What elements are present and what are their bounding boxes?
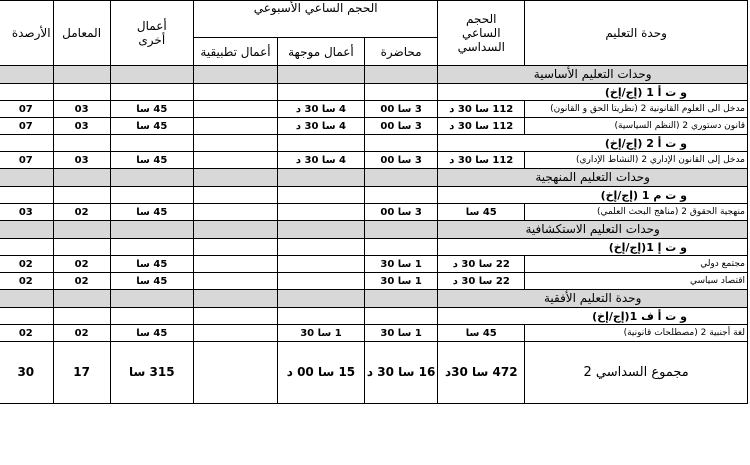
sub-unit-code: و ت م 1 (إج/إخ) (438, 187, 748, 204)
header-weekly-hours: الحجم الساعي الأسبوعي (194, 1, 438, 38)
sub-unit-row (0, 187, 748, 204)
empty-cell (277, 187, 364, 204)
course-name: مجتمع دولي (525, 256, 748, 273)
credits: 02 (0, 256, 53, 273)
other-hours: 45 سا (110, 101, 193, 118)
total-coefficient: 17 (53, 342, 110, 404)
section-title: وحدات التعليم الاستكشافية (438, 221, 748, 239)
header-other (110, 1, 193, 66)
sub-unit-code: و ت أ 2 (إج/إخ) (438, 135, 748, 152)
course-row (0, 152, 748, 169)
empty-cell (364, 308, 437, 325)
coefficient: 03 (53, 101, 110, 118)
empty-cell (0, 187, 53, 204)
empty-cell (194, 239, 278, 256)
empty-cell (277, 135, 364, 152)
empty-cell (277, 66, 364, 84)
directed-hours: 4 سا 30 د (277, 118, 364, 135)
header-semester-hours-label: الحجم الساعي السداسي (457, 12, 505, 54)
practical-hours (194, 325, 278, 342)
header-other-label: أعمال أخرى (136, 19, 167, 47)
empty-cell (0, 169, 53, 187)
credits: 02 (0, 325, 53, 342)
coefficient: 03 (53, 118, 110, 135)
practical-hours (194, 273, 278, 290)
sub-unit-code: و ت إ 1(إج/إخ) (438, 239, 748, 256)
empty-cell (194, 66, 278, 84)
sub-unit-row (0, 84, 748, 101)
empty-cell (364, 239, 437, 256)
section-title: وحدات التعليم المنهجية (438, 169, 748, 187)
sub-unit-row (0, 239, 748, 256)
total-semester-hours: 472 سا 30د (438, 342, 525, 404)
empty-cell (53, 84, 110, 101)
coefficient: 03 (53, 152, 110, 169)
total-directed-hours: 15 سا 00 د (277, 342, 364, 404)
practical-hours (194, 204, 278, 221)
sub-unit-code: و ت أ 1 (إج/إخ) (438, 84, 748, 101)
lecture-hours: 3 سا 00 (364, 204, 437, 221)
credits: 07 (0, 118, 53, 135)
sub-unit-code: و ت أ ف 1(إج/إخ) (438, 308, 748, 325)
coefficient: 02 (53, 273, 110, 290)
lecture-hours: 1 سا 30 (364, 325, 437, 342)
course-name: قانون دستوري 2 (النظم السياسية) (525, 118, 748, 135)
empty-cell (110, 290, 193, 308)
empty-cell (194, 308, 278, 325)
total-row (0, 342, 748, 404)
credits: 07 (0, 152, 53, 169)
empty-cell (53, 308, 110, 325)
directed-hours: 1 سا 30 (277, 325, 364, 342)
empty-cell (0, 239, 53, 256)
lecture-hours: 3 سا 00 (364, 101, 437, 118)
total-label: مجموع السداسي 2 (525, 342, 748, 404)
total-credits: 30 (0, 342, 53, 404)
semester-hours: 22 سا 30 د (438, 256, 525, 273)
empty-cell (53, 135, 110, 152)
course-row (0, 118, 748, 135)
directed-hours: 4 سا 30 د (277, 152, 364, 169)
section-row (0, 66, 748, 84)
course-name: اقتصاد سياسي (525, 273, 748, 290)
empty-cell (364, 290, 437, 308)
section-row (0, 221, 748, 239)
empty-cell (0, 221, 53, 239)
empty-cell (277, 290, 364, 308)
empty-cell (194, 221, 278, 239)
empty-cell (0, 290, 53, 308)
other-hours: 45 سا (110, 118, 193, 135)
semester-hours: 112 سا 30 د (438, 101, 525, 118)
total-practical-hours (194, 342, 278, 404)
empty-cell (0, 66, 53, 84)
empty-cell (110, 239, 193, 256)
header-semester-hours (438, 1, 525, 66)
course-name: مدخل الى العلوم القانونية 2 (نظريتا الحق و القانون) (525, 101, 748, 118)
directed-hours (277, 273, 364, 290)
header-unit: وحدة التعليم (525, 1, 748, 66)
empty-cell (53, 169, 110, 187)
header-practical: أعمال تطبيقية (194, 38, 278, 66)
empty-cell (53, 239, 110, 256)
empty-cell (110, 187, 193, 204)
empty-cell (194, 169, 278, 187)
total-lecture-hours: 16 سا 30 د (364, 342, 437, 404)
empty-cell (194, 187, 278, 204)
other-hours: 45 سا (110, 256, 193, 273)
practical-hours (194, 101, 278, 118)
course-name: لغة أجنبية 2 (مصطلحات قانونية) (525, 325, 748, 342)
section-title: وحدات التعليم الأساسية (438, 66, 748, 84)
empty-cell (364, 84, 437, 101)
empty-cell (364, 66, 437, 84)
coefficient: 02 (53, 325, 110, 342)
header-lecture: محاضرة (364, 38, 437, 66)
course-name: منهجية الحقوق 2 (مناهج البحث العلمي) (525, 204, 748, 221)
sub-unit-row (0, 135, 748, 152)
credits: 02 (0, 273, 53, 290)
header-credits: الأرصدة (0, 1, 53, 66)
course-row (0, 204, 748, 221)
empty-cell (0, 135, 53, 152)
empty-cell (364, 187, 437, 204)
credits: 07 (0, 101, 53, 118)
credits: 03 (0, 204, 53, 221)
other-hours: 45 سا (110, 273, 193, 290)
lecture-hours: 1 سا 30 (364, 273, 437, 290)
empty-cell (277, 239, 364, 256)
other-hours: 45 سا (110, 204, 193, 221)
other-hours: 45 سا (110, 325, 193, 342)
empty-cell (53, 221, 110, 239)
semester-hours: 45 سا (438, 325, 525, 342)
practical-hours (194, 152, 278, 169)
empty-cell (277, 169, 364, 187)
course-row (0, 256, 748, 273)
course-name: مدخل إلى القانون الإداري 2 (النشاط الإداري) (525, 152, 748, 169)
lecture-hours: 3 سا 00 (364, 152, 437, 169)
empty-cell (110, 66, 193, 84)
section-row (0, 169, 748, 187)
other-hours: 45 سا (110, 152, 193, 169)
course-row (0, 325, 748, 342)
directed-hours (277, 256, 364, 273)
empty-cell (110, 84, 193, 101)
empty-cell (110, 135, 193, 152)
semester-hours: 112 سا 30 د (438, 152, 525, 169)
empty-cell (194, 290, 278, 308)
empty-cell (277, 308, 364, 325)
semester-hours: 22 سا 30 د (438, 273, 525, 290)
empty-cell (364, 169, 437, 187)
empty-cell (110, 169, 193, 187)
semester-hours: 45 سا (438, 204, 525, 221)
course-row (0, 273, 748, 290)
empty-cell (364, 221, 437, 239)
empty-cell (53, 66, 110, 84)
directed-hours: 4 سا 30 د (277, 101, 364, 118)
empty-cell (194, 135, 278, 152)
section-row (0, 290, 748, 308)
total-other-hours: 315 سا (110, 342, 193, 404)
header-coefficient: المعامل (53, 1, 110, 66)
practical-hours (194, 118, 278, 135)
section-title: وحدة التعليم الأفقية (438, 290, 748, 308)
header-directed: أعمال موجهة (277, 38, 364, 66)
empty-cell (110, 308, 193, 325)
empty-cell (364, 135, 437, 152)
semester-hours: 112 سا 30 د (438, 118, 525, 135)
empty-cell (110, 221, 193, 239)
lecture-hours: 3 سا 00 (364, 118, 437, 135)
course-row (0, 101, 748, 118)
empty-cell (0, 308, 53, 325)
empty-cell (0, 84, 53, 101)
sub-unit-row (0, 308, 748, 325)
directed-hours (277, 204, 364, 221)
practical-hours (194, 256, 278, 273)
coefficient: 02 (53, 256, 110, 273)
empty-cell (277, 84, 364, 101)
lecture-hours: 1 سا 30 (364, 256, 437, 273)
empty-cell (53, 290, 110, 308)
empty-cell (53, 187, 110, 204)
empty-cell (277, 221, 364, 239)
coefficient: 02 (53, 204, 110, 221)
empty-cell (194, 84, 278, 101)
